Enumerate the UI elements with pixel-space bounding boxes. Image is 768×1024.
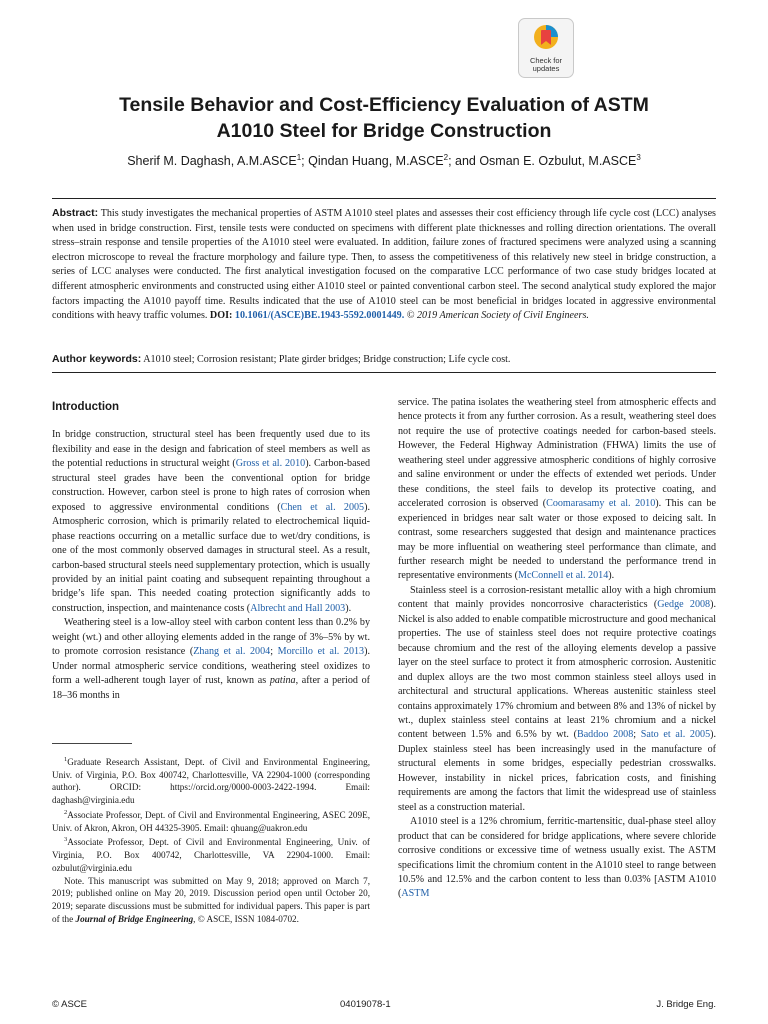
- right-paragraph-3: A1010 steel is a 12% chromium, ferritic-martensitic, dual-phase steel alloy product that can be considered for bridge applications, where severe chloride corrosive conditions or excessive time of wetness usually exist. The ASTM specifications limit the chromium content in the A1010 steel to range between 10.5% and 12.5% and the carbon content to less than 0.03% [ASTM A1010 (ASTM: [398, 816, 716, 900]
- citation-link[interactable]: Morcillo et al. 2013: [277, 646, 365, 658]
- intro-paragraph-2: Weathering steel is a low-alloy steel with carbon content less than 0.2% by weight (wt.) and other alloying elements added in the range of 3%–5% by wt. to promote corrosion resistance (Zhang et al. 2004; Morcillo et al. 2013). Under normal atmospheric service conditions, weathering steel oxidizes to form a well-adherent tough layer of rust, known as patina, after a period of 18–36 months in: [52, 617, 371, 701]
- citation-link[interactable]: Baddoo 2008: [576, 729, 634, 741]
- author-3: ; and Osman E. Ozbulut, M.ASCE: [448, 154, 637, 169]
- abstract-copyright: © 2019 American Society of Civil Engineers.: [404, 310, 589, 322]
- footnote-1: $^1$Graduate Research Assistant, Dept. of Civil and Environmental Engineering, Univ. of Virginia, P.O. Box 400742, Charlottesville, VA 22904-1000 (corresponding author). ORCID: https://orcid.org/0000-0003-2422-1994. Email: daghash@virginia.edu: [52, 756, 370, 806]
- citation-link[interactable]: Gedge 2008: [657, 599, 711, 611]
- badge-line-1: Check for: [529, 56, 563, 65]
- footnote-3: $^3$Associate Professor, Dept. of Civil and Environmental Engineering, Univ. of Virginia, P.O. Box 400742, Charlottesville, VA 22904-1000. Email: ozbulut@virginia.edu: [52, 836, 370, 873]
- citation-link[interactable]: Coomarasamy et al. 2010: [546, 498, 656, 510]
- section-heading-introduction: Introduction: [52, 401, 120, 413]
- keywords-text: A1010 steel; Corrosion resistant; Plate girder bridges; Bridge construction; Life cycle cost.: [141, 354, 511, 365]
- author-keywords: [52, 352, 716, 367]
- author-2-affiliation-mark: 2: [443, 153, 449, 162]
- left-column: [52, 400, 370, 703]
- footnote-2: $^2$Associate Professor, Dept. of Civil and Environmental Engineering, ASEC 209E, Univ. of Akron, Akron, OH 44325-3905. Email: qhuang@uakron.edu: [52, 808, 370, 833]
- citation-link[interactable]: Albrecht and Hall 2003: [250, 602, 346, 614]
- paper-title: [40, 92, 728, 144]
- citation-link[interactable]: ASTM: [401, 888, 430, 900]
- footer-article-number: 04019078-1: [340, 999, 391, 1010]
- abstract-label: Abstract:: [52, 207, 99, 219]
- right-column: [398, 396, 716, 902]
- footnote-separator: [52, 743, 132, 744]
- right-paragraph-1: service. The patina isolates the weathering steel from atmospheric effects and hence protects it from any further corrosion. As a result, weathering steel does not require the use of protective coatings needed for carbon-based steels. However, the Federal Highway Administration (FHWA) limits the use of weathering steel under aggressive atmospheric conditions of highly corrosive and saline environment or under the effects of extended wet periods. Under these conditions, the steel fails to develop its protective coating, and accelerated corrosion is observed (Coomarasamy et al. 2010). This can be experienced in bridges near salt water or those exposed to deicing salt. In contrast, some researchers suggested that design and maintenance practices may be more influential on weathering steel performance than climate, and further research might be needed to understand the performance trend in representative environments (McConnell et al. 2014).: [398, 397, 717, 582]
- title-line-2: A1010 Steel for Bridge Construction: [216, 120, 552, 142]
- doi-label: DOI:: [209, 310, 233, 322]
- citation-link[interactable]: Chen et al. 2005: [280, 501, 365, 513]
- author-3-affiliation-mark: 3: [636, 153, 641, 162]
- abstract-top-rule: [52, 198, 716, 199]
- author-1: Sherif M. Daghash, A.M.ASCE: [127, 154, 297, 169]
- abstract: [52, 206, 716, 324]
- crossmark-icon: [533, 24, 559, 52]
- citation-link[interactable]: Zhang et al. 2004: [193, 646, 271, 658]
- keywords-label: Author keywords:: [52, 353, 142, 365]
- intro-paragraph-1: In bridge construction, structural steel has been frequently used due to its flexibility and ease in the design and fabrication of steel members as well as the potential reductions in structural weight (Gross et al. 2010). Carbon-based structural steel grades have been the conventional option for bridge construction. However, carbon steel is prone to high rates of corrosion when exposed to aggressive environmental conditions (Chen et al. 2005). Atmospheric corrosion, which is primarily related to electrochemical liquid-phase reactions occurring on a metallic surface due to wet/dry conditions, is one of the most commonly observed damages in structural steel. As a result, carbon-based structural steels need supplementary protection, which is usually provided by an initial paint coating and subsequent repainting throughout a bridge’s life span. This needed coating protection significantly adds to construction, inspection, and maintenance costs (Albrecht and Hall 2003).: [52, 429, 371, 614]
- footer-copyright: © ASCE: [52, 999, 87, 1010]
- footnotes: [52, 754, 370, 925]
- title-line-1: Tensile Behavior and Cost-Efficiency Evaluation of ASTM: [119, 94, 649, 116]
- citation-link[interactable]: McConnell et al. 2014: [517, 570, 609, 582]
- keywords-bottom-rule: [52, 372, 716, 373]
- citation-link[interactable]: Sato et al. 2005: [640, 729, 711, 741]
- author-2: ; Qindan Huang, M.ASCE: [301, 154, 444, 169]
- footnote-note: Note. This manuscript was submitted on May 9, 2018; approved on March 7, 2019; published online on May 20, 2019. Discussion period open until October 20, 2019; separate discussions must be submitted for individual papers. This paper is part of the Journal of Bridge Engineering, © ASCE, ISSN 1084-0702.: [52, 875, 370, 924]
- right-paragraph-2: Stainless steel is a corrosion-resistant metallic alloy with a high chromium content that mainly provides noncorrosive characteristics (Gedge 2008). Nickel is also added to enable compatible microstructure and good mechanical properties. The use of stainless steel does not require protective coatings because chromium and the rest of the alloying elements develop a passive layer on the steel surface to protect it from atmospheric corrosion. Austenitic and duplex alloys are the two most common stainless steel alloys used in architectural and structural applications. Whereas austenitic stainless steel contains approximately 17% chromium and between 8% and 13% of nickel by wt., duplex stainless steel contains at least 21% chromium and a nickel content between 1.5% and 6.5% by wt. (Baddoo 2008; Sato et al. 2005). Duplex stainless steel has been increasingly used in the manufacture of structural elements in some bridges, especially pedestrian crosswalks. However, instability in nickel prices, fabrication costs, and finishing requirements are among the factors that limit the widespread use of stainless steel as a construction material.: [398, 584, 717, 813]
- footer-journal: J. Bridge Eng.: [656, 999, 716, 1010]
- check-for-updates-badge[interactable]: [518, 18, 574, 78]
- citation-link[interactable]: Gross et al. 2010: [235, 458, 306, 470]
- abstract-text: This study investigates the mechanical properties of ASTM A1010 steel plates and assesses their cost efficiency through life cycle cost (LCC) analyses when used in bridge construction. First, tensile tests were conducted on specimens with different plate thicknesses and rolling direction orientations. The overall stress–strain response and tensile properties of the A1010 steel were evaluated. In addition, failure zones of fractured specimens were analyzed using a scanning electron microscope to reveal the fracture morphology and failure type. Then, to assess the competitiveness of this relatively new steel in bridge construction, a series of LCC analyses were conducted. The first analytical investigation focused on the comparative LCC performance of two case study bridges located at different atmospheric environments and constructed using either A1010 steel or painted conventional carbon steel. The second analytical study explored the major factors impacting the A1010 payoff time. Results indicated that the use of A1010 steel can be most beneficial in bridges located in aggressive environmental conditions with heavy traffic volumes.: [52, 208, 716, 322]
- doi-link[interactable]: 10.1061/(ASCE)BE.1943-5592.0001449.: [234, 310, 405, 322]
- journal-name: Journal of Bridge Engineering: [75, 913, 194, 924]
- author-list: [40, 153, 728, 168]
- badge-line-2: updates: [532, 64, 560, 73]
- author-1-affiliation-mark: 1: [296, 153, 302, 162]
